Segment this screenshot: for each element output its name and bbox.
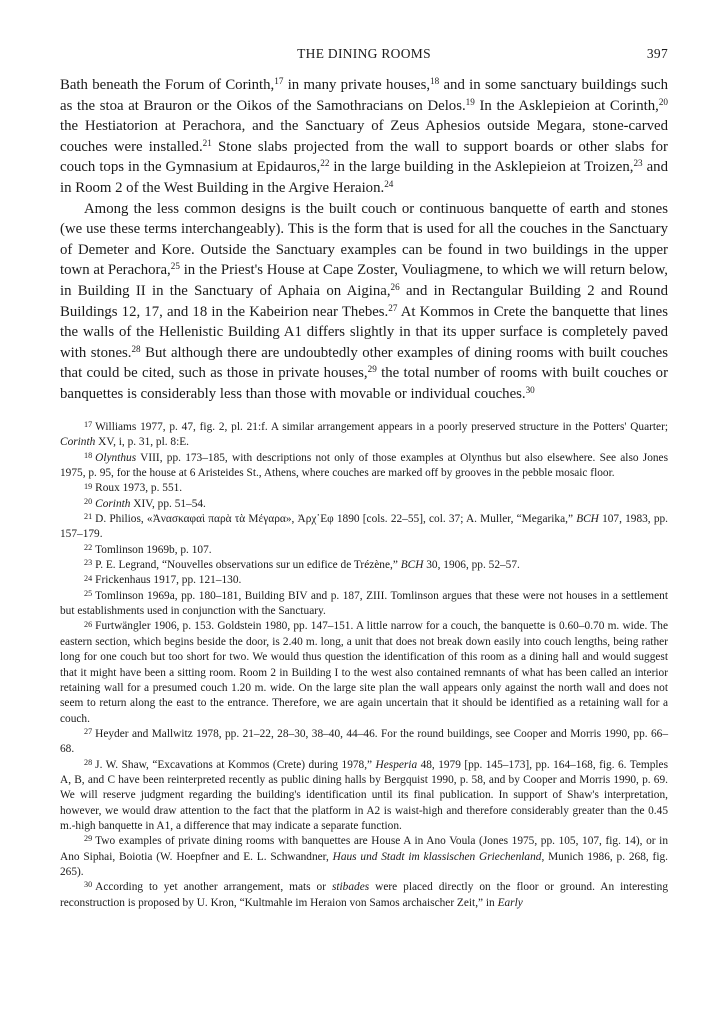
footnote-24: [60, 573, 668, 588]
footnote-number: 30: [84, 880, 93, 890]
footnote-number: 17: [84, 420, 93, 430]
footnote-text: stibades: [331, 881, 370, 894]
footnote-number: 21: [84, 512, 93, 522]
footnote-text: J. W. Shaw, “Excavations at Kommos (Crete) during 1978,”: [95, 758, 376, 771]
note-ref-21[interactable]: 21: [202, 137, 212, 148]
note-ref-24[interactable]: 24: [384, 178, 394, 189]
footnote-30: [60, 880, 668, 911]
note-ref-29[interactable]: 29: [367, 364, 377, 375]
running-title: THE DINING ROOMS: [297, 46, 431, 61]
footnote-25: [60, 589, 668, 620]
footnote-number: 24: [84, 573, 93, 583]
footnote-text: D. Philios, «Ἀνασκαφαὶ παρὰ τὰ Μέγαρα», Ἀρχ᾽Εφ 1890 [cols. 22–55], col. 37; A. Muller, “Megarika,”: [95, 513, 577, 526]
footnote-text: Tomlinson 1969b, p. 107.: [95, 543, 212, 556]
footnote-number: 25: [84, 588, 93, 598]
footnote-number: 28: [84, 757, 93, 767]
footnote-number: 22: [84, 542, 93, 552]
footnote-text: Corinth: [95, 497, 131, 510]
page-number: 397: [646, 46, 668, 61]
note-ref-27[interactable]: 27: [388, 302, 398, 313]
footnote-text: , Munich 1986, p. 268, fig. 265).: [60, 850, 668, 878]
footnote-number: 18: [84, 450, 93, 460]
footnote-21: [60, 512, 668, 543]
footnote-text: Early: [497, 896, 523, 909]
footnote-text: VIII, pp. 173–185, with descriptions not only of those examples at Olynthus but also elsewhere. See also Jones 1975, p. 95, for the house at 6 Aristeides St., Athens, where couches are marked off by grooves in the pebble mosaic floor.: [60, 451, 668, 480]
footnote-23: [60, 558, 668, 573]
footnote-text: 30, 1906, pp. 52–57.: [423, 559, 520, 572]
footnote-text: Haus und Stadt im klassischen Griechenland: [332, 850, 542, 863]
note-ref-26[interactable]: 26: [390, 281, 400, 292]
footnote-number: 23: [84, 558, 93, 568]
footnote-text: Olynthus: [95, 451, 137, 464]
footnote-22: [60, 543, 668, 558]
note-ref-23[interactable]: 23: [633, 158, 643, 169]
footnote-text: Williams 1977, p. 47, fig. 2, pl. 21:f. A similar arrangement appears in a poorly preserved structure in the Potters' Quarter;: [95, 421, 668, 433]
footnote-text: 48, 1979 [pp. 145–173], pp. 164–168, fig. 6. Temples A, B, and C have been reinterpreted recently as public dining halls by Bergquist 1990, p. 58, and by Cooper and Morris 1990, p. 69. We will reserve judgment regarding the building's identification until its final publication. In support of Shaw's interpretation, however, we would draw attention to the fact that the platform in A2 is waist-high and therefore considerably greater than the 0.45 m.-high banquette in A1, a difference that may indicate a separate function.: [60, 758, 668, 832]
footnote-number: 19: [84, 481, 93, 491]
footnote-29: [60, 834, 668, 880]
footnote-number: 27: [84, 727, 93, 737]
footnote-text: XV, i, p. 31, pl. 8:E.: [95, 436, 190, 449]
note-ref-30[interactable]: 30: [525, 384, 535, 395]
note-ref-28[interactable]: 28: [131, 343, 141, 354]
footnote-number: 20: [84, 496, 93, 506]
footnote-text: BCH: [400, 559, 424, 572]
footnote-text: According to yet another arrangement, mats or: [95, 881, 332, 894]
footnote-19: [60, 481, 668, 496]
footnote-text: Two examples of private dining rooms with banquettes are House A in Ano Voula (Jones 1975, pp. 105, 107, fig. 14), or in Ano Siphai, Boiotia (W. Hoepfner and E. L. Schwandner,: [60, 835, 668, 863]
footnote-20: [60, 497, 668, 512]
footnote-text: Corinth: [60, 436, 96, 449]
footnote-27: [60, 727, 668, 758]
footnote-text: 107, 1983, pp. 157–179.: [60, 513, 669, 541]
footnote-26: [60, 619, 668, 726]
footnote-text: XIV, pp. 51–54.: [130, 497, 206, 510]
paragraph-2: Among the less common designs is the built couch or continuous banquette of earth and stones (we use these terms interchangeably). This is the form that is used for all the couches in the Sanctuary of Demeter and Kore. Outside the Sanctuary examples can be found in two buildings in the upper town at Perachora,$^{25}$ in the Priest's House at Cape Zoster, Vouliagmene, to which we will return below, in Building II in the Sanctuary of Aphaia on Aigina,$^{26}$ and in Rectangular Building 2 and Round Buildings 12, 17, and 18 in the Kabeirion near Thebes.$^{27}$ At Kommos in Crete the banquette that lines the walls of the Hellenistic Building A1 differs slightly in that its upper surface is completely paved with stones.$^{28}$ But although there are undoubtedly other examples of dining rooms with built couches that could be cited, such as those in private houses,$^{29}$ the total number of rooms with built couches or banquettes is considerably less than those with movable or individual couches.$^{30}$: [60, 200, 669, 402]
note-ref-20[interactable]: 20: [658, 96, 668, 107]
footnote-text: BCH: [576, 513, 599, 526]
footnote-text: P. E. Legrand, “Nouvelles observations sur un edifice de Trézène,”: [95, 559, 401, 572]
note-ref-19[interactable]: 19: [465, 96, 475, 107]
note-ref-17[interactable]: 17: [274, 75, 284, 86]
running-head: [60, 46, 668, 66]
footnote-text: were placed directly on the floor or ground. An interesting reconstruction is proposed by U. Kron, “Kultmahle im Heraion von Samos archaischer Zeit,” in: [60, 881, 668, 909]
note-ref-22[interactable]: 22: [320, 158, 330, 169]
footnote-text: Frickenhaus 1917, pp. 121–130.: [95, 574, 242, 587]
footnote-28: [60, 758, 668, 835]
footnote-text: Furtwängler 1906, p. 153. Goldstein 1980, pp. 147–151. A little narrow for a couch, the banquette is 0.60–0.70 m. wide. The eastern section, which begins beside the door, is 2.40 m. long, a unit that does not break down easily into couch lengths, being rather long for one couch but too short for two. We would thus question the identification of this room as a dining hall and would suggest that it might have been a sitting room. Room 2 in Building I to the west also contained remnants of what has been called an interior retaining wall for a presumed couch 1.20 m. wide. On the large site plan the wall appears only against the north wall and does not seem to return along the east to the entrance. Therefore, we are again uncertain that it should be identified as a retaining wall for a couch.: [60, 620, 668, 725]
footnote-text: Heyder and Mallwitz 1978, pp. 21–22, 28–30, 38–40, 44–46. For the round buildings, see Cooper and Morris 1990, pp. 66–68.: [60, 727, 668, 756]
footnote-number: 26: [84, 619, 93, 629]
body-text: [60, 75, 668, 405]
footnote-18: [60, 451, 668, 482]
footnote-text: Roux 1973, p. 551.: [95, 482, 183, 495]
footnote-number: 29: [84, 834, 93, 844]
footnote-text: Tomlinson 1969a, pp. 180–181, Building BIV and p. 187, ZIII. Tomlinson argues that these were not houses in a settlement but establishments used in conjunction with the Sanctuary.: [60, 589, 668, 618]
note-ref-25[interactable]: 25: [170, 261, 180, 272]
footnote-17: [60, 420, 668, 451]
footnote-text: Hesperia: [375, 758, 418, 771]
paragraph-1: Bath beneath the Forum of Corinth,$^{17}$ in many private houses,$^{18}$ and in some sanctuary buildings such as the stoa at Brauron or the Oikos of the Samothracians on Delos.$^{19}$ In the Asklepieion at Corinth,$^{20}$ the Hestiatorion at Perachora, and the Sanctuary of Zeus Aphesios outside Megara, stone-carved couches were installed.$^{21}$ Stone slabs projected from the wall to support boards or other slabs for couch tops in the Gymnasium at Epidauros,$^{22}$ in the large building in the Asklepieion at Troizen,$^{23}$ and in Room 2 of the West Building in the Argive Heraion.$^{24}$: [60, 75, 668, 196]
note-ref-18[interactable]: 18: [430, 75, 440, 86]
footnotes: [60, 420, 668, 911]
